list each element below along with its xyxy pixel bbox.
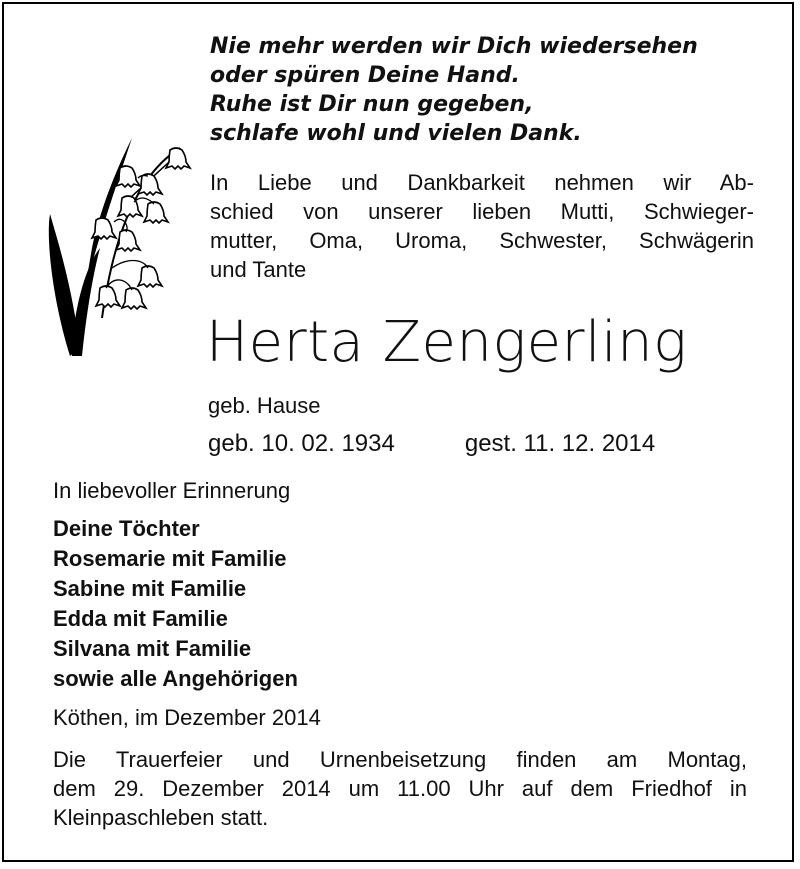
birth-date: geb. 10. 02. 1934 bbox=[208, 430, 395, 457]
memory-line: In liebevoller Erinnerung bbox=[53, 478, 291, 503]
intro-line: mutter, Oma, Uroma, Schwester, Schwägerin bbox=[210, 228, 754, 253]
life-dates bbox=[208, 430, 655, 458]
lily-of-the-valley-icon bbox=[42, 118, 192, 363]
intro-line: In Liebe und Dankbarkeit nehmen wir Ab- bbox=[210, 170, 754, 195]
family-list bbox=[53, 514, 298, 694]
funeral-info bbox=[53, 745, 747, 832]
deceased-name: Herta Zengerling bbox=[206, 310, 688, 375]
place-date: Köthen, im Dezember 2014 bbox=[53, 705, 321, 730]
poem-line: schlafe wohl und vielen Dank. bbox=[210, 121, 582, 146]
family-member: sowie alle Angehörigen bbox=[53, 666, 298, 691]
intro-line: schied von unserer lieben Mutti, Schwieger- bbox=[210, 199, 754, 224]
intro-text bbox=[210, 168, 754, 284]
family-member: Silvana mit Familie bbox=[53, 636, 252, 661]
family-member: Edda mit Familie bbox=[53, 606, 228, 631]
poem-line: Ruhe ist Dir nun gegeben, bbox=[210, 92, 534, 117]
poem-line: oder spüren Deine Hand. bbox=[210, 63, 520, 88]
funeral-line: Die Trauerfeier und Urnenbeisetzung finden am Montag, bbox=[53, 747, 747, 772]
death-date: gest. 11. 12. 2014 bbox=[464, 430, 656, 457]
intro-line: und Tante bbox=[210, 257, 307, 282]
family-member: Rosemarie mit Familie bbox=[53, 546, 287, 571]
poem bbox=[210, 32, 698, 148]
family-member: Sabine mit Familie bbox=[53, 576, 247, 601]
funeral-line: dem 29. Dezember 2014 um 11.00 Uhr auf dem Friedhof in bbox=[53, 776, 747, 801]
poem-line: Nie mehr werden wir Dich wiedersehen bbox=[210, 34, 698, 59]
birth-name: geb. Hause bbox=[208, 393, 321, 418]
funeral-line: Kleinpaschleben statt. bbox=[53, 805, 269, 830]
family-member: Deine Töchter bbox=[53, 516, 200, 541]
